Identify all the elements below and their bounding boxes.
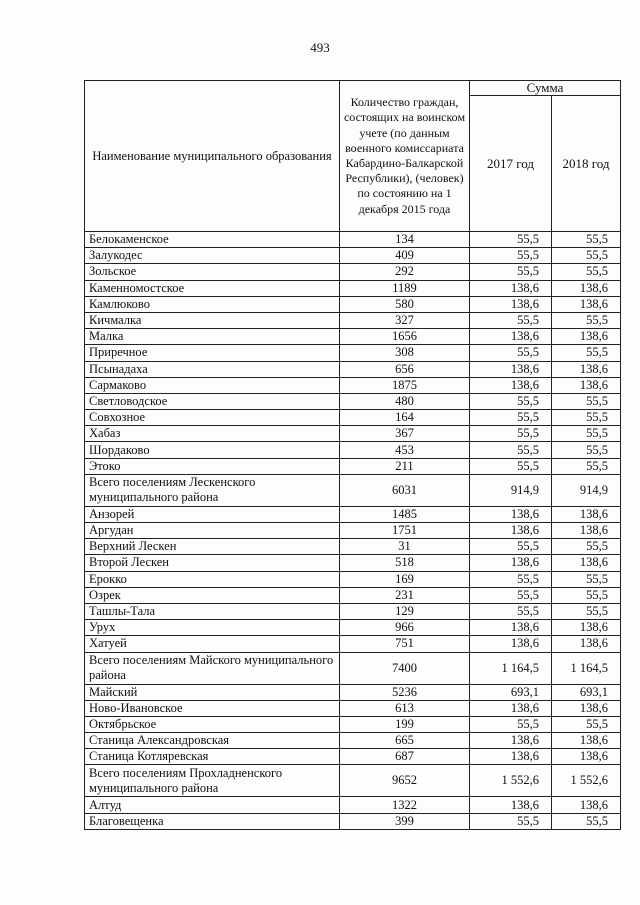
municipality-name-cell: Второй Лескен: [85, 555, 340, 571]
sum-2018-cell: 138,6: [552, 555, 621, 571]
table-row: [85, 813, 621, 829]
sum-2018-cell: 55,5: [552, 312, 621, 328]
citizen-count-cell: 327: [340, 312, 470, 328]
sum-2018-cell: 55,5: [552, 442, 621, 458]
table-row: [85, 329, 621, 345]
sum-2017-cell: 55,5: [470, 393, 552, 409]
table-row: [85, 506, 621, 522]
municipality-name-cell: Светловодское: [85, 393, 340, 409]
table-row: [85, 555, 621, 571]
header-year-2018: 2018 год: [552, 96, 621, 232]
sum-2018-cell: 138,6: [552, 620, 621, 636]
sum-2018-cell: 138,6: [552, 636, 621, 652]
sum-2018-cell: 138,6: [552, 296, 621, 312]
citizen-count-cell: 31: [340, 539, 470, 555]
sum-2017-cell: 138,6: [470, 555, 552, 571]
table-row: [85, 749, 621, 765]
sum-2018-cell: 1 552,6: [552, 765, 621, 797]
sum-2017-cell: 1 164,5: [470, 652, 552, 684]
sum-2017-cell: 138,6: [470, 280, 552, 296]
municipality-name-cell: Станица Александровская: [85, 733, 340, 749]
sum-2017-cell: 914,9: [470, 474, 552, 506]
sum-2018-cell: 138,6: [552, 377, 621, 393]
municipality-name-cell: Шордаково: [85, 442, 340, 458]
municipality-name-cell: Благовещенка: [85, 813, 340, 829]
sum-2017-cell: 138,6: [470, 620, 552, 636]
citizen-count-cell: 518: [340, 555, 470, 571]
table-total-row: [85, 474, 621, 506]
sum-2018-cell: 55,5: [552, 410, 621, 426]
header-sum: Сумма: [470, 81, 621, 96]
citizen-count-cell: 367: [340, 426, 470, 442]
sum-2018-cell: 138,6: [552, 749, 621, 765]
sum-2017-cell: 55,5: [470, 410, 552, 426]
sum-2018-cell: 138,6: [552, 733, 621, 749]
citizen-count-cell: 656: [340, 361, 470, 377]
citizen-count-cell: 687: [340, 749, 470, 765]
table-row: [85, 603, 621, 619]
citizen-count-cell: 1751: [340, 523, 470, 539]
sum-2017-cell: 55,5: [470, 458, 552, 474]
sum-2017-cell: 55,5: [470, 232, 552, 248]
sum-2018-cell: 693,1: [552, 684, 621, 700]
header-year-2017: 2017 год: [470, 96, 552, 232]
sum-2018-cell: 55,5: [552, 571, 621, 587]
sum-2017-cell: 138,6: [470, 523, 552, 539]
sum-2017-cell: 55,5: [470, 264, 552, 280]
municipality-name-cell: Каменномостское: [85, 280, 340, 296]
municipality-name-cell: Всего поселениям Прохладненского муниципального района: [85, 765, 340, 797]
table-row: [85, 684, 621, 700]
table-row: [85, 587, 621, 603]
sum-2018-cell: 55,5: [552, 603, 621, 619]
municipality-name-cell: Псынадаха: [85, 361, 340, 377]
table-row: [85, 700, 621, 716]
municipality-name-cell: Хатуей: [85, 636, 340, 652]
citizen-count-cell: 199: [340, 716, 470, 732]
citizen-count-cell: 966: [340, 620, 470, 636]
sum-2017-cell: 1 552,6: [470, 765, 552, 797]
citizen-count-cell: 480: [340, 393, 470, 409]
municipality-name-cell: Сармаково: [85, 377, 340, 393]
sum-2017-cell: 55,5: [470, 603, 552, 619]
citizen-count-cell: 7400: [340, 652, 470, 684]
citizen-count-cell: 134: [340, 232, 470, 248]
sum-2018-cell: 138,6: [552, 700, 621, 716]
citizen-count-cell: 231: [340, 587, 470, 603]
sum-2018-cell: 55,5: [552, 539, 621, 555]
table-row: [85, 410, 621, 426]
sum-2017-cell: 138,6: [470, 377, 552, 393]
citizen-count-cell: 308: [340, 345, 470, 361]
citizen-count-cell: 1189: [340, 280, 470, 296]
municipality-name-cell: Приречное: [85, 345, 340, 361]
citizen-count-cell: 169: [340, 571, 470, 587]
municipality-name-cell: Озрек: [85, 587, 340, 603]
municipality-name-cell: Этоко: [85, 458, 340, 474]
citizen-count-cell: 399: [340, 813, 470, 829]
table-row: [85, 377, 621, 393]
municipality-name-cell: Всего поселениям Лескенского муниципального района: [85, 474, 340, 506]
table-row: [85, 571, 621, 587]
sum-2018-cell: 138,6: [552, 506, 621, 522]
table-row: [85, 280, 621, 296]
sum-2018-cell: 55,5: [552, 345, 621, 361]
citizen-count-cell: 1656: [340, 329, 470, 345]
sum-2018-cell: 55,5: [552, 587, 621, 603]
sum-2018-cell: 55,5: [552, 426, 621, 442]
table-row: [85, 797, 621, 813]
municipality-name-cell: Алтуд: [85, 797, 340, 813]
sum-2017-cell: 138,6: [470, 506, 552, 522]
table-row: [85, 442, 621, 458]
sum-2018-cell: 55,5: [552, 232, 621, 248]
table-row: [85, 620, 621, 636]
table-total-row: [85, 652, 621, 684]
sum-2017-cell: 138,6: [470, 749, 552, 765]
sum-2018-cell: 138,6: [552, 361, 621, 377]
municipality-name-cell: Залукодес: [85, 248, 340, 264]
page-number: 493: [310, 40, 330, 55]
table-row: [85, 426, 621, 442]
municipality-name-cell: Анзорей: [85, 506, 340, 522]
citizen-count-cell: 164: [340, 410, 470, 426]
municipality-name-cell: Совхозное: [85, 410, 340, 426]
municipality-name-cell: Станица Котляревская: [85, 749, 340, 765]
citizen-count-cell: 9652: [340, 765, 470, 797]
municipality-name-cell: Всего поселениям Майского муниципального района: [85, 652, 340, 684]
sum-2017-cell: 138,6: [470, 296, 552, 312]
sum-2017-cell: 55,5: [470, 539, 552, 555]
sum-2017-cell: 138,6: [470, 329, 552, 345]
table-row: [85, 296, 621, 312]
table-row: [85, 361, 621, 377]
sum-2018-cell: 138,6: [552, 797, 621, 813]
table-total-row: [85, 765, 621, 797]
municipality-name-cell: Аргудан: [85, 523, 340, 539]
sum-2017-cell: 138,6: [470, 733, 552, 749]
sum-2018-cell: 55,5: [552, 264, 621, 280]
sum-2018-cell: 55,5: [552, 716, 621, 732]
citizen-count-cell: 292: [340, 264, 470, 280]
municipality-name-cell: Ново-Ивановское: [85, 700, 340, 716]
municipality-name-cell: Кичмалка: [85, 312, 340, 328]
municipality-name-cell: Малка: [85, 329, 340, 345]
citizen-count-cell: 751: [340, 636, 470, 652]
allocation-table: [84, 80, 621, 830]
citizen-count-cell: 665: [340, 733, 470, 749]
sum-2017-cell: 138,6: [470, 797, 552, 813]
table-row: [85, 458, 621, 474]
sum-2017-cell: 55,5: [470, 716, 552, 732]
citizen-count-cell: 409: [340, 248, 470, 264]
table-row: [85, 232, 621, 248]
municipality-name-cell: Майский: [85, 684, 340, 700]
table-row: [85, 345, 621, 361]
table-row: [85, 248, 621, 264]
sum-2018-cell: 138,6: [552, 280, 621, 296]
sum-2017-cell: 55,5: [470, 571, 552, 587]
municipality-name-cell: Ерокко: [85, 571, 340, 587]
sum-2018-cell: 1 164,5: [552, 652, 621, 684]
municipality-name-cell: Октябрьское: [85, 716, 340, 732]
table-row: [85, 539, 621, 555]
citizen-count-cell: 6031: [340, 474, 470, 506]
municipality-name-cell: Верхний Лескен: [85, 539, 340, 555]
table-row: [85, 264, 621, 280]
municipality-name-cell: Ташлы-Тала: [85, 603, 340, 619]
sum-2018-cell: 55,5: [552, 393, 621, 409]
sum-2018-cell: 55,5: [552, 813, 621, 829]
citizen-count-cell: 453: [340, 442, 470, 458]
table-row: [85, 393, 621, 409]
sum-2018-cell: 914,9: [552, 474, 621, 506]
citizen-count-cell: 1875: [340, 377, 470, 393]
citizen-count-cell: 1322: [340, 797, 470, 813]
municipality-name-cell: Камлюково: [85, 296, 340, 312]
citizen-count-cell: 5236: [340, 684, 470, 700]
sum-2017-cell: 55,5: [470, 426, 552, 442]
municipality-name-cell: Зольское: [85, 264, 340, 280]
sum-2017-cell: 138,6: [470, 361, 552, 377]
citizen-count-cell: 129: [340, 603, 470, 619]
table-row: [85, 312, 621, 328]
sum-2017-cell: 55,5: [470, 587, 552, 603]
municipality-name-cell: Хабаз: [85, 426, 340, 442]
sum-2017-cell: 693,1: [470, 684, 552, 700]
sum-2018-cell: 138,6: [552, 329, 621, 345]
table-row: [85, 716, 621, 732]
header-citizen-count: Количество граждан, состоящих на воинском учете (по данным военного комиссариата Кабардино-Балкарской Республики), (человек) по состоянию на 1 декабря 2015 года: [340, 81, 470, 232]
citizen-count-cell: 1485: [340, 506, 470, 522]
sum-2017-cell: 138,6: [470, 700, 552, 716]
sum-2018-cell: 55,5: [552, 248, 621, 264]
municipality-name-cell: Белокаменское: [85, 232, 340, 248]
sum-2017-cell: 55,5: [470, 442, 552, 458]
citizen-count-cell: 613: [340, 700, 470, 716]
header-municipality: Наименование муниципального образования: [85, 81, 340, 232]
citizen-count-cell: 580: [340, 296, 470, 312]
sum-2017-cell: 55,5: [470, 248, 552, 264]
table-row: [85, 523, 621, 539]
sum-2017-cell: 138,6: [470, 636, 552, 652]
sum-2017-cell: 55,5: [470, 345, 552, 361]
citizen-count-cell: 211: [340, 458, 470, 474]
table-body: [85, 232, 621, 830]
sum-2017-cell: 55,5: [470, 312, 552, 328]
table-row: [85, 733, 621, 749]
table-header: [85, 81, 621, 232]
municipality-name-cell: Урух: [85, 620, 340, 636]
sum-2017-cell: 55,5: [470, 813, 552, 829]
sum-2018-cell: 55,5: [552, 458, 621, 474]
sum-2018-cell: 138,6: [552, 523, 621, 539]
table-row: [85, 636, 621, 652]
